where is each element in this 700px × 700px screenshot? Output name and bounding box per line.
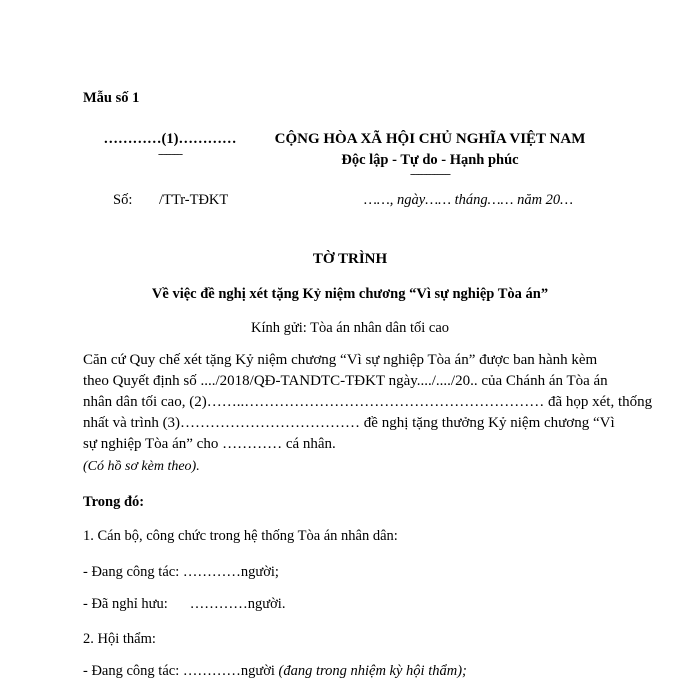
agency-block — [90, 131, 250, 160]
form-number: Mẫu số 1 — [83, 90, 140, 106]
document-title: TỜ TRÌNH — [312, 251, 388, 267]
paragraph-line: nhất và trình (3)……………………………… đề nghị tặng thưởng Kỷ niệm chương “Vì — [83, 415, 615, 431]
item1-heading: 1. Cán bộ, công chức trong hệ thống Tòa án nhân dân: — [83, 528, 398, 544]
paragraph-line: theo Quyết định số ..../2018/QĐ-TANDTC-TĐKT ngày..../..../20.. của Chánh án Tòa án — [83, 373, 608, 389]
item2-heading: 2. Hội thẩm: — [83, 631, 156, 647]
agency-placeholder: …………(1)………… — [103, 131, 237, 147]
item1-retired-label: - Đã nghỉ hưu: — [83, 596, 168, 612]
document-subject: Về việc đề nghị xét tặng Kỷ niệm chương “Vì sự nghiệp Tòa án” — [151, 286, 549, 302]
item2-working-label: - Đang công tác: …………người — [83, 663, 275, 679]
item2-working-note: (đang trong nhiệm kỳ hội thẩm); — [278, 663, 467, 679]
item2-working — [83, 663, 467, 680]
doc-number-label: Số: — [113, 192, 133, 208]
item1-retired-value: …………người. — [189, 596, 286, 612]
country-name: CỘNG HÒA XÃ HỘI CHỦ NGHĨA VIỆT NAM — [274, 131, 586, 147]
paragraph-line: Căn cứ Quy chế xét tặng Kỷ niệm chương “Vì sự nghiệp Tòa án” được ban hành kèm — [83, 352, 598, 368]
among-heading: Trong đó: — [83, 494, 145, 510]
national-motto: Độc lập - Tự do - Hạnh phúc — [341, 152, 519, 168]
paragraph-line: nhân dân tối cao, (2)……..…………………………………………………… đã họp xét, thống — [83, 394, 653, 410]
paragraph-line: sự nghiệp Tòa án” cho ………… cá nhân. — [83, 436, 336, 452]
recipient-line: Kính gửi: Tòa án nhân dân tối cao — [250, 320, 450, 336]
attachment-note: (Có hồ sơ kèm theo). — [83, 459, 200, 474]
motto-underline: --------------- — [410, 168, 450, 180]
agency-underline: --------- — [158, 148, 182, 160]
item1-working: - Đang công tác: …………người; — [83, 564, 279, 580]
national-header — [250, 131, 610, 180]
body-paragraph — [83, 350, 653, 455]
doc-number-value: /TTr-TĐKT — [159, 192, 229, 208]
date-line: ……, ngày…… tháng…… năm 20… — [364, 192, 574, 208]
item1-retired — [83, 596, 285, 613]
